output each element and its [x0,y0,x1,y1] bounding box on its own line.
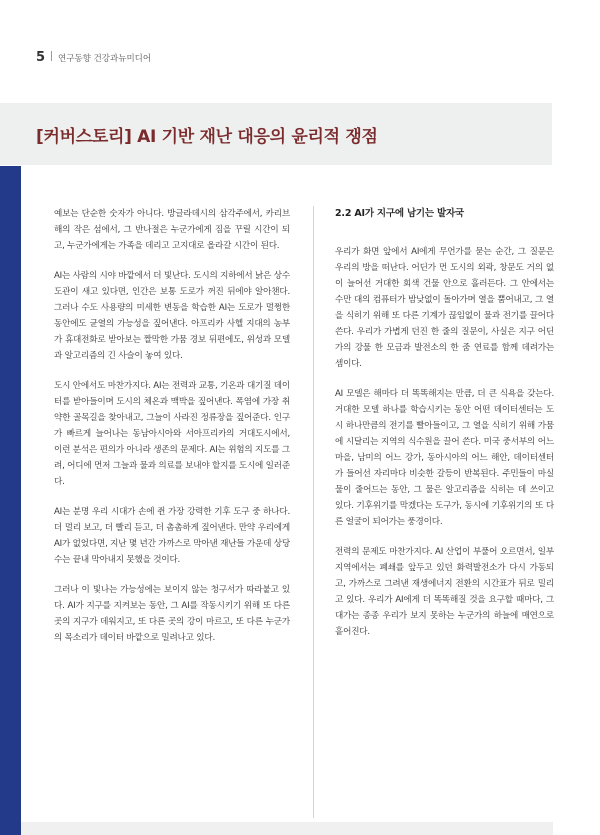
paragraph: 우리가 화면 앞에서 AI에게 무언가를 묻는 순간, 그 질문은 우리의 방을 떠난다. 어딘가 먼 도시의 외곽, 창문도 거의 없이 늘어선 거대한 회색 건물 안으로 흘러든다. 그 안에서는 수만 대의 컴퓨터가 밤낮없이 돌아가며 열을 뿜어내고, 그 열을 식히기 위해 또 다른 기계가 끊임없이 물과 전기를 끌어다 쓴다. 우리가 가볍게 던진 한 줄의 질문이, 사실은 지구 어딘가의 강물 한 모금과 발전소의 한 줌 연료를 함께 데려가는 셈이다. [335,247,554,369]
side-accent-bar [0,166,21,835]
publication-name: 연구동향 건강과뉴미디어 [58,54,152,64]
header-divider [51,51,52,61]
paragraph: 그러나 이 빛나는 가능성에는 보이지 않는 청구서가 따라붙고 있다. AI가 지구를 지켜보는 동안, 그 AI를 작동시키기 위해 또 다른 곳의 지구가 데워지고, 또 다른 곳의 강이 마르고, 또 다른 누군가의 목소리가 데이터 바깥으로 밀려나고 있다. [54,585,290,643]
bottom-strip [21,822,553,835]
column-divider [313,206,314,818]
paragraph: AI는 사람의 시야 바깥에서 더 빛난다. 도시의 지하에서 낡은 상수도관이 새고 있다면, 인간은 보통 도로가 꺼진 뒤에야 알아챈다. 그러나 수도 사용량의 미세한 변동을 학습한 AI는 도로가 멀쩡한 동안에도 균열의 가능성을 짚어낸다. 아프리카 사헬 지대의 농부가 휴대전화로 받아보는 짤막한 가뭄 경보 뒤편에도, 위성과 모델과 알고리즘의 긴 사슬이 놓여 있다. [54,271,290,361]
right-column [335,206,554,654]
paragraph: 도시 안에서도 마찬가지다. AI는 전력과 교통, 기온과 대기질 데이터를 받아들이며 도시의 체온과 맥박을 짚어낸다. 폭염에 가장 취약한 골목길을 찾아내고, 그늘이 사라진 정류장을 짚어준다. 인구가 빠르게 늘어나는 동남아시아와 서아프리카의 거대도시에서, 이런 분석은 편의가 아니라 생존의 문제다. AI는 위험의 지도를 그려, 어디에 먼저 그늘과 물과 의료를 보내야 할지를 도시에 일러준다. [54,381,290,487]
paragraph: AI 모델은 해마다 더 똑똑해지는 만큼, 더 큰 식욕을 갖는다. 거대한 모델 하나를 학습시키는 동안 어떤 데이터센터는 도시 하나만큼의 전기를 빨아들이고, 그 열을 식히기 위해 가뭄에 시달리는 지역의 식수원을 끌어 쓴다. 미국 중서부의 어느 마을, 남미의 어느 강가, 동아시아의 어느 해안, 데이터센터가 들어선 자리마다 비슷한 갈등이 반복된다. 주민들이 마실 물이 줄어드는 동안, 그 물은 알고리즘을 식히는 데 쓰이고 있다. 기후위기를 막겠다는 도구가, 동시에 기후위기의 또 다른 얼굴이 되어가는 풍경이다. [335,389,554,527]
left-column [54,206,290,660]
section-heading: 2.2 AI가 지구에 남기는 발자국 [335,208,464,219]
paragraph: 전력의 문제도 마찬가지다. AI 산업이 부풀어 오르면서, 일부 지역에서는 폐쇄를 앞두고 있던 화력발전소가 다시 가동되고, 가까스로 그려낸 재생에너지 전환의 시간표가 뒤로 밀리고 있다. 우리가 AI에게 더 똑똑해질 것을 요구할 때마다, 그 대가는 종종 우리가 보지 못하는 누군가의 하늘에 매연으로 흩어진다. [335,547,554,637]
paragraph: 예보는 단순한 숫자가 아니다. 방글라데시의 삼각주에서, 카리브해의 작은 섬에서, 그 반나절은 누군가에게 짐을 꾸릴 시간이 되고, 누군가에게는 가족을 데리고 고지대로 올라갈 시간이 된다. [54,209,290,251]
page-header [36,50,151,65]
page-number: 5 [36,50,46,65]
paragraph: AI는 분명 우리 시대가 손에 쥔 가장 강력한 기후 도구 중 하나다. 더 멀리 보고, 더 빨리 듣고, 더 촘촘하게 짚어낸다. 만약 우리에게 AI가 없었다면, 지난 몇 년간 가까스로 막아낸 재난들 가운데 상당수는 끝내 막아내지 못했을 것이다. [54,507,290,565]
article-title: [커버스토리] AI 기반 재난 대응의 윤리적 쟁점 [36,127,378,147]
